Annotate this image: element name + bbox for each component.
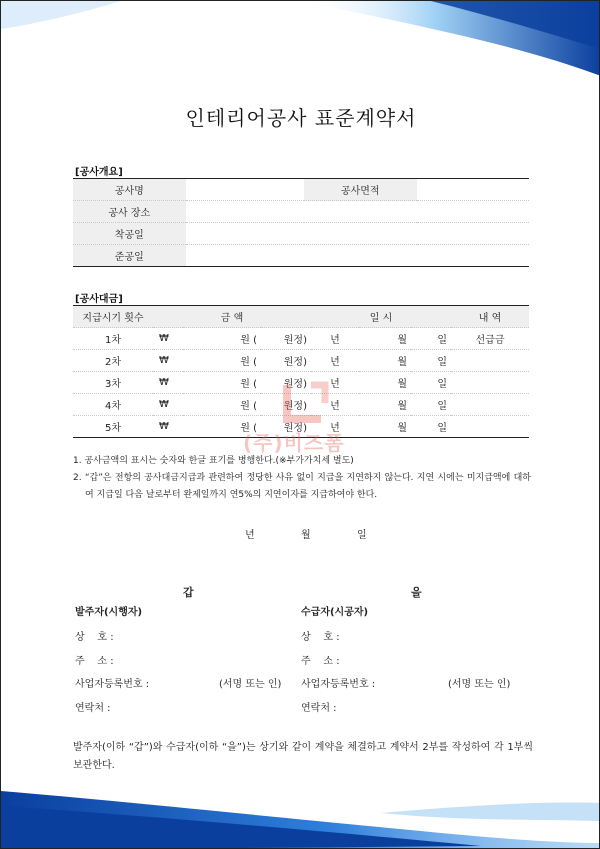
overview-table	[73, 178, 529, 267]
label-project-location: 공사 장소	[73, 201, 186, 223]
installment-no: 1차	[73, 328, 153, 350]
header-description: 내 역	[451, 306, 529, 328]
amount-won[interactable]: 원 (	[183, 416, 261, 438]
document-title: 인테리어공사 표준계약서	[185, 106, 417, 130]
installment-no: 5차	[73, 416, 153, 438]
closing-statement: 발주자(이하 “갑”)와 수급자(이하 “을”)는 상기와 같이 계약을 체결하고 계약서 2부를 작성하여 각 1부씩 보관한다.	[73, 742, 533, 771]
date-month[interactable]: 월	[359, 394, 411, 416]
label-completion-date: 준공일	[73, 245, 186, 267]
watermark-text: (주)비즈폼	[243, 431, 345, 455]
party-a-address[interactable]: 주 소 :	[75, 656, 114, 667]
amount-won[interactable]: 원 (	[183, 372, 261, 394]
amount-won[interactable]: 원 (	[183, 394, 261, 416]
date-month[interactable]: 월	[359, 350, 411, 372]
header-datetime: 일 시	[311, 306, 451, 328]
value-start-date[interactable]	[186, 223, 529, 245]
party-b-company[interactable]: 상 호 :	[301, 632, 340, 643]
installment-no: 2차	[73, 350, 153, 372]
label-project-name: 공사명	[73, 179, 186, 201]
party-b-address[interactable]: 주 소 :	[301, 656, 340, 667]
overview-heading: [공사개요]	[75, 167, 123, 178]
date-day[interactable]: 일	[411, 416, 451, 438]
party-b-contact[interactable]: 연락처 :	[301, 703, 337, 714]
amount-wonjung[interactable]: 원정)	[261, 372, 311, 394]
party-a-heading: 갑	[183, 586, 194, 599]
amount-won[interactable]: 원 (	[183, 328, 261, 350]
date-year[interactable]: 년	[311, 372, 359, 394]
date-year[interactable]: 년	[311, 328, 359, 350]
table-row	[73, 179, 529, 201]
currency-sign: ₩	[153, 328, 183, 350]
party-a-sign[interactable]: (서명 또는 인)	[219, 679, 282, 690]
party-a-title: 발주자(시행자)	[75, 607, 143, 618]
description[interactable]	[451, 372, 529, 394]
currency-sign: ₩	[153, 394, 183, 416]
date-year[interactable]: 년	[311, 394, 359, 416]
amount-wonjung[interactable]: 원정)	[261, 394, 311, 416]
value-project-name[interactable]	[186, 179, 304, 201]
party-b-heading: 을	[411, 586, 422, 599]
date-year[interactable]: 년	[311, 416, 359, 438]
contract-date-year[interactable]: 년	[245, 530, 255, 541]
party-b-regno[interactable]: 사업자등록번호 :	[301, 679, 376, 690]
contract-date-month[interactable]: 월	[301, 530, 311, 541]
description[interactable]: 선급금	[451, 328, 529, 350]
table-row	[73, 328, 529, 350]
header-amount: 금 액	[153, 306, 311, 328]
value-project-location[interactable]	[186, 201, 529, 223]
value-completion-date[interactable]	[186, 245, 529, 267]
date-day[interactable]: 일	[411, 372, 451, 394]
label-project-area: 공사면적	[304, 179, 417, 201]
date-day[interactable]: 일	[411, 394, 451, 416]
currency-sign: ₩	[153, 372, 183, 394]
table-row	[73, 350, 529, 372]
notes-section	[73, 453, 531, 504]
contract-date-day[interactable]: 일	[357, 530, 367, 541]
party-a-contact[interactable]: 연락처 :	[75, 703, 111, 714]
party-a-regno[interactable]: 사업자등록번호 :	[75, 679, 150, 690]
installment-no: 4차	[73, 394, 153, 416]
party-b-sign[interactable]: (서명 또는 인)	[448, 679, 511, 690]
party-b-title: 수급자(시공자)	[301, 607, 369, 618]
date-day[interactable]: 일	[411, 350, 451, 372]
table-row	[73, 223, 529, 245]
date-day[interactable]: 일	[411, 328, 451, 350]
currency-sign: ₩	[153, 416, 183, 438]
description[interactable]	[451, 394, 529, 416]
amount-wonjung[interactable]: 원정)	[261, 416, 311, 438]
payment-header-row	[73, 306, 529, 328]
amount-won[interactable]: 원 (	[183, 350, 261, 372]
description[interactable]	[451, 350, 529, 372]
header-installment: 지급시기 횟수	[73, 306, 153, 328]
date-month[interactable]: 월	[359, 416, 411, 438]
amount-wonjung[interactable]: 원정)	[261, 350, 311, 372]
note-2: 2. “갑”은 전항의 공사대금지급과 관련하여 정당한 사유 없이 지급을 지연하지 않는다. 지연 시에는 미지급액에 대하여 지급일 다음 날로부터 완제일까지 연5%의 지연이자를 지급하여야 한다.	[73, 473, 531, 500]
party-a-company[interactable]: 상 호 :	[75, 632, 114, 643]
note-1: 1. 공사금액의 표시는 숫자와 한글 표기를 병행한다.(※부가가치세 별도)	[73, 456, 354, 466]
description[interactable]	[451, 416, 529, 438]
table-row	[73, 245, 529, 267]
label-start-date: 착공일	[73, 223, 186, 245]
date-month[interactable]: 월	[359, 328, 411, 350]
amount-wonjung[interactable]: 원정)	[261, 328, 311, 350]
installment-no: 3차	[73, 372, 153, 394]
payment-heading: [공사대금]	[75, 294, 123, 305]
date-year[interactable]: 년	[311, 350, 359, 372]
date-month[interactable]: 월	[359, 372, 411, 394]
table-row	[73, 201, 529, 223]
value-project-area[interactable]	[417, 179, 529, 201]
currency-sign: ₩	[153, 350, 183, 372]
